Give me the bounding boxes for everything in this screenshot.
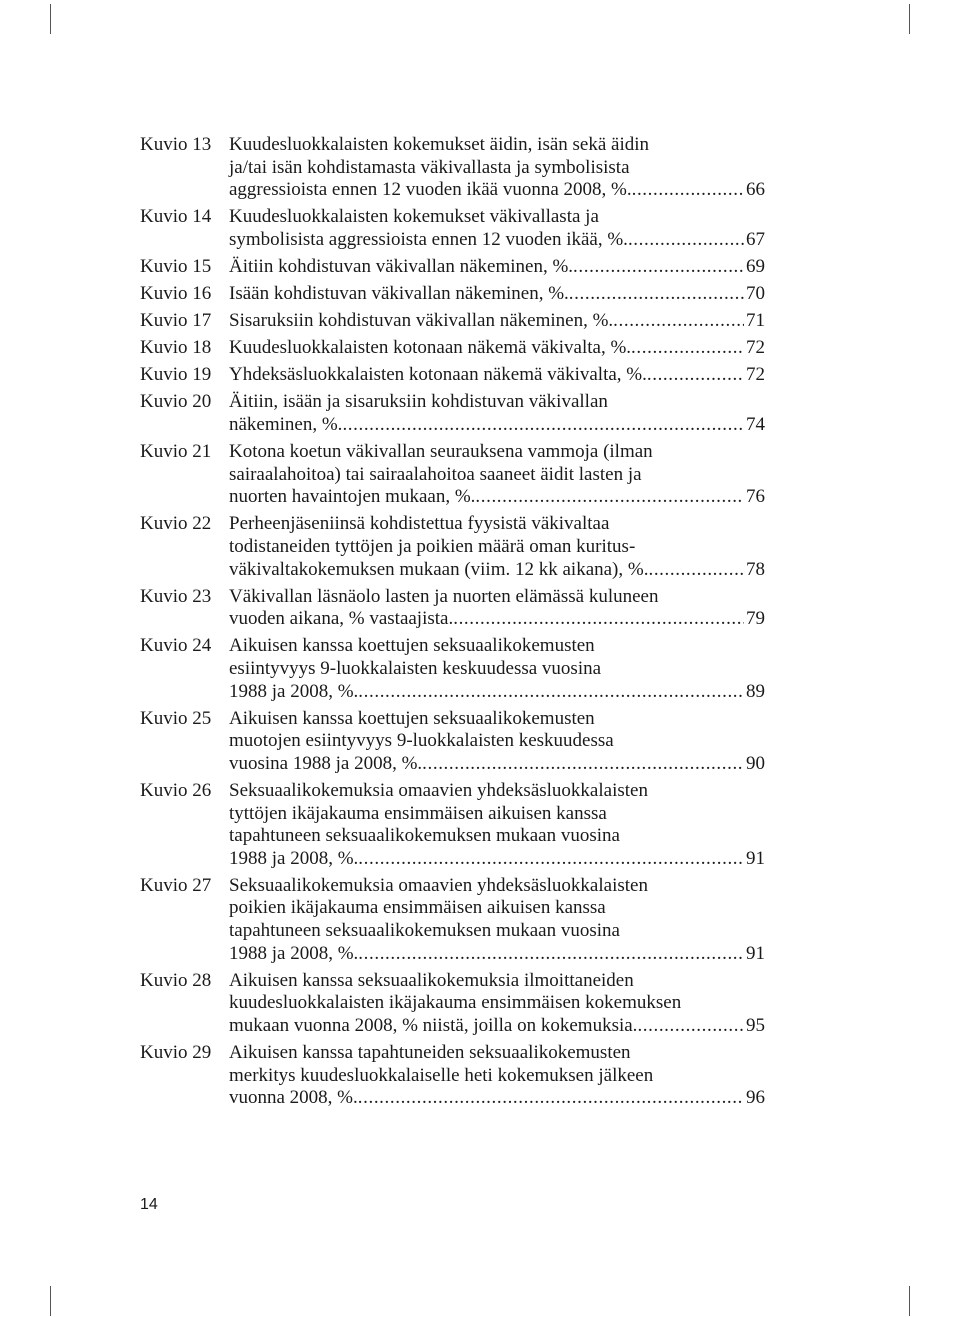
figure-title-last-line <box>229 848 765 871</box>
figure-title-line: Seksuaalikokemuksia omaavien yhdeksäsluokkalaisten <box>229 779 648 801</box>
figure-title-line: Kuudesluokkalaisten kokemukset väkivallasta ja <box>229 206 599 228</box>
figure-title-line: Yhdeksäsluokkalaisten kotonaan näkemä väkivalta, %. <box>229 364 647 386</box>
figure-label: Kuvio 25 <box>140 707 212 729</box>
dot-leader <box>573 256 744 279</box>
toc-entry[interactable] <box>140 310 765 333</box>
figure-title-line: Äitiin, isään ja sisaruksiin kohdistuvan väkivallan <box>229 391 608 413</box>
crop-mark-top-left <box>50 4 51 34</box>
dot-leader <box>422 753 744 776</box>
figure-label: Kuvio 22 <box>140 513 212 535</box>
page-reference: 70 <box>746 283 765 305</box>
figure-label: Kuvio 14 <box>140 206 212 228</box>
figure-title-last-line <box>229 283 765 306</box>
figure-title <box>229 310 765 333</box>
figure-title-line: 1988 ja 2008, %. <box>229 847 359 869</box>
figure-title-line: Aikuisen kanssa koettujen seksuaalikokemusten <box>229 707 595 729</box>
toc-entry[interactable] <box>140 256 765 279</box>
figure-title-line: mukaan vuonna 2008, % niistä, joilla on kokemuksia. <box>229 1014 638 1036</box>
figure-title <box>229 206 765 251</box>
figure-title <box>229 586 765 631</box>
figure-title <box>229 513 765 581</box>
figure-title-last-line <box>229 943 765 966</box>
figure-title <box>229 337 765 360</box>
toc-entry[interactable] <box>140 513 765 581</box>
toc-entry[interactable] <box>140 1042 765 1110</box>
dot-leader <box>631 337 744 360</box>
figure-title <box>229 391 765 436</box>
figure-title <box>229 441 765 509</box>
figure-title-line: Perheenjäseniinsä kohdistettua fyysistä väkivaltaa <box>229 513 610 535</box>
figure-title <box>229 780 765 870</box>
dot-leader <box>628 229 744 252</box>
figure-title-last-line <box>229 753 765 776</box>
figure-title-line: nuorten havaintojen mukaan, %. <box>229 486 476 508</box>
dot-leader <box>358 943 744 966</box>
figure-title-line: 1988 ja 2008, %. <box>229 680 359 702</box>
toc-entry[interactable] <box>140 586 765 631</box>
figure-label: Kuvio 19 <box>140 364 212 386</box>
figure-title-line: Kuudesluokkalaisten kokemukset äidin, isän sekä äidin <box>229 134 650 155</box>
figure-title-line: ja/tai isän kohdistamasta väkivallasta ja symbolisista <box>229 156 630 178</box>
crop-mark-bottom-left <box>50 1286 51 1316</box>
figure-title-line: Aikuisen kanssa seksuaalikokemuksia ilmoittaneiden <box>229 969 634 991</box>
figure-title-line: Sisaruksiin kohdistuvan väkivallan näkeminen, %. <box>229 310 614 332</box>
figure-title <box>229 134 765 202</box>
figure-title-line: Aikuisen kanssa tapahtuneiden seksuaalikokemusten <box>229 1041 631 1063</box>
crop-mark-top-right <box>909 4 910 34</box>
figure-title-line: Äitiin kohdistuvan väkivallan näkeminen, %. <box>229 255 574 277</box>
crop-mark-bottom-right <box>909 1286 910 1316</box>
toc-entry[interactable] <box>140 635 765 703</box>
figure-title-line: muotojen esiintyvyys 9-luokkalaisten keskuudessa <box>229 730 614 752</box>
toc-entry[interactable] <box>140 441 765 509</box>
figure-title <box>229 970 765 1038</box>
page-reference: 95 <box>746 1014 765 1036</box>
page-reference: 71 <box>746 310 765 332</box>
figure-title-last-line <box>229 486 765 509</box>
figure-title-last-line <box>229 229 765 252</box>
figure-title-line: todistaneiden tyttöjen ja poikien määrä oman kuritus- <box>229 536 636 557</box>
figure-label: Kuvio 21 <box>140 441 212 463</box>
page-reference: 74 <box>746 414 765 436</box>
figure-title-line: 1988 ja 2008, %. <box>229 942 359 964</box>
figure-title-line: merkitys kuudesluokkalaiselle heti kokemuksen jälkeen <box>229 1064 654 1086</box>
page-reference: 78 <box>746 558 765 580</box>
figure-title-last-line <box>229 179 765 202</box>
toc-entry[interactable] <box>140 875 765 965</box>
dot-leader <box>453 608 744 631</box>
figure-title-line: vuonna 2008, %. <box>229 1087 358 1109</box>
figure-title-last-line <box>229 337 765 360</box>
page-reference: 96 <box>746 1087 765 1109</box>
figure-label: Kuvio 23 <box>140 585 212 607</box>
page-reference: 72 <box>746 364 765 386</box>
toc-entry[interactable] <box>140 206 765 251</box>
figure-title <box>229 708 765 776</box>
page-reference: 76 <box>746 486 765 508</box>
figure-title-line: tyttöjen ikäjakauma ensimmäisen aikuisen kanssa <box>229 802 607 824</box>
figure-label: Kuvio 24 <box>140 635 212 657</box>
dot-leader <box>637 1015 744 1038</box>
figure-title <box>229 364 765 387</box>
figure-title <box>229 256 765 279</box>
toc-entry[interactable] <box>140 780 765 870</box>
page-reference: 69 <box>746 255 765 277</box>
toc-entry[interactable] <box>140 337 765 360</box>
toc-entry[interactable] <box>140 283 765 306</box>
figure-label: Kuvio 27 <box>140 874 212 896</box>
figure-title-last-line <box>229 310 765 333</box>
page-reference: 89 <box>746 680 765 702</box>
figure-title-line: sairaalahoitoa) tai sairaalahoitoa saaneet äidit lasten ja <box>229 463 642 485</box>
dot-leader <box>358 1087 744 1110</box>
list-of-figures <box>140 134 765 1114</box>
figure-label: Kuvio 13 <box>140 134 212 155</box>
figure-label: Kuvio 16 <box>140 283 212 305</box>
figure-title-line: Kuudesluokkalaisten kotonaan näkemä väkivalta, %. <box>229 337 632 359</box>
figure-title <box>229 283 765 306</box>
dot-leader <box>358 848 744 871</box>
figure-label: Kuvio 18 <box>140 337 212 359</box>
figure-title <box>229 635 765 703</box>
figure-title-line: Seksuaalikokemuksia omaavien yhdeksäsluokkalaisten <box>229 874 648 896</box>
dot-leader <box>342 414 744 437</box>
figure-title-line: väkivaltakokemuksen mukaan (viim. 12 kk aikana), %. <box>229 558 649 580</box>
figure-label: Kuvio 29 <box>140 1041 212 1063</box>
figure-title-last-line <box>229 364 765 387</box>
dot-leader <box>569 283 744 306</box>
figure-title-line: Kotona koetun väkivallan seurauksena vammoja (ilman <box>229 441 653 463</box>
figure-title-last-line <box>229 414 765 437</box>
figure-title-line: tapahtuneen seksuaalikokemuksen mukaan vuosina <box>229 920 620 941</box>
toc-entry[interactable] <box>140 970 765 1038</box>
page-reference: 91 <box>746 942 765 964</box>
dot-leader <box>613 310 744 333</box>
figure-title-line: tapahtuneen seksuaalikokemuksen mukaan vuosina <box>229 825 620 847</box>
figure-label: Kuvio 20 <box>140 391 212 413</box>
figure-title-line: näkeminen, %. <box>229 414 343 436</box>
figure-title-last-line <box>229 1087 765 1110</box>
figure-label: Kuvio 15 <box>140 255 212 277</box>
page-reference: 72 <box>746 337 765 359</box>
figure-title-last-line <box>229 681 765 704</box>
figure-title <box>229 875 765 965</box>
page-number: 14 <box>140 1196 158 1213</box>
figure-title-line: vuoden aikana, % vastaajista. <box>229 608 454 630</box>
dot-leader <box>475 486 744 509</box>
page-reference: 91 <box>746 847 765 869</box>
figure-label: Kuvio 28 <box>140 969 212 991</box>
toc-entry[interactable] <box>140 391 765 436</box>
figure-title-line: vuosina 1988 ja 2008, %. <box>229 752 423 774</box>
page-reference: 66 <box>746 179 765 201</box>
figure-title-last-line <box>229 256 765 279</box>
figure-title <box>229 1042 765 1110</box>
page-reference: 90 <box>746 752 765 774</box>
figure-title-last-line <box>229 1015 765 1038</box>
page-reference: 79 <box>746 608 765 630</box>
figure-title-line: Aikuisen kanssa koettujen seksuaalikokemusten <box>229 635 595 657</box>
page-reference: 67 <box>746 228 765 250</box>
figure-title-last-line <box>229 559 765 582</box>
figure-label: Kuvio 17 <box>140 310 212 332</box>
dot-leader <box>647 364 744 387</box>
dot-leader <box>648 559 744 582</box>
figure-title-line: kuudesluokkalaisten ikäjakauma ensimmäisen kokemuksen <box>229 992 682 1014</box>
figure-title-line: poikien ikäjakauma ensimmäisen aikuisen kanssa <box>229 897 606 919</box>
figure-title-line: Väkivallan läsnäolo lasten ja nuorten elämässä kuluneen <box>229 585 659 607</box>
figure-title-line: aggressioista ennen 12 vuoden ikää vuonna 2008, %. <box>229 179 632 201</box>
toc-entry[interactable] <box>140 134 765 202</box>
figure-title-line: symbolisista aggressioista ennen 12 vuoden ikää, %. <box>229 228 628 250</box>
figure-title-last-line <box>229 608 765 631</box>
toc-entry[interactable] <box>140 708 765 776</box>
dot-leader <box>632 179 744 202</box>
figure-label: Kuvio 26 <box>140 779 212 801</box>
figure-title-line: Isään kohdistuvan väkivallan näkeminen, %. <box>229 283 569 305</box>
dot-leader <box>358 681 744 704</box>
toc-entry[interactable] <box>140 364 765 387</box>
figure-title-line: esiintyvyys 9-luokkalaisten keskuudessa vuosina <box>229 657 602 679</box>
